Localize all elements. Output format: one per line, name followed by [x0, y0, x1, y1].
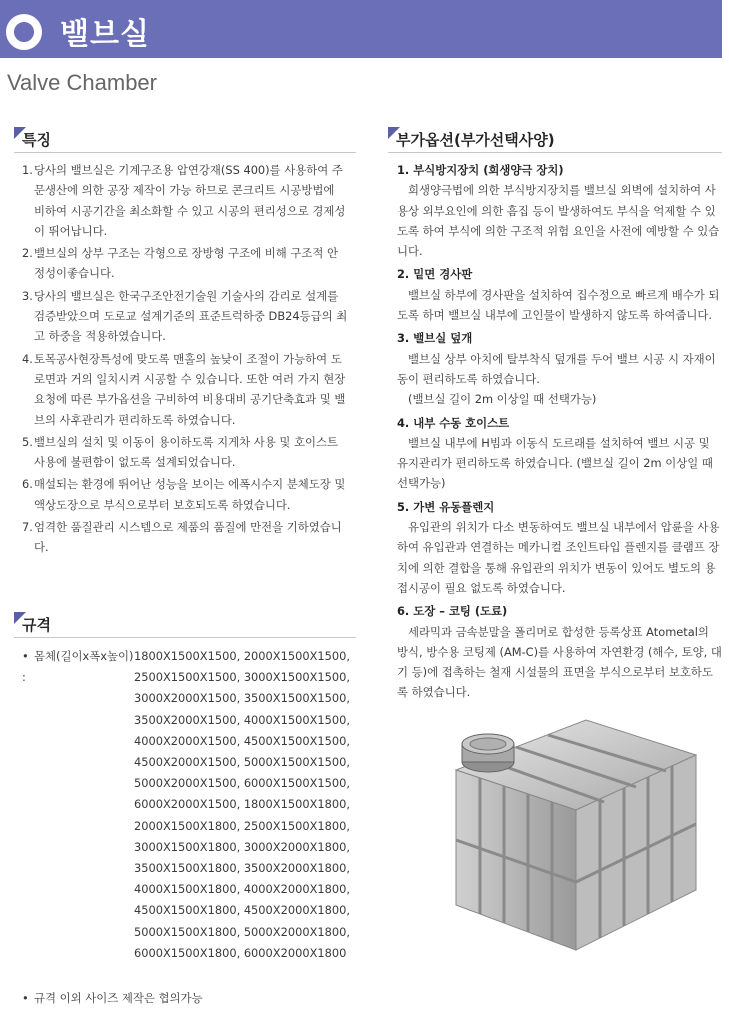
- features-heading: [14, 127, 356, 153]
- spec-row: 1800X1500X1500, 2000X1500X1500,: [134, 649, 351, 663]
- feature-number: 6.: [22, 477, 33, 492]
- feature-item: [22, 517, 348, 558]
- spec-row: 6000X1500X1800, 6000X2000X1800: [134, 945, 347, 960]
- option-title: 6. 도장 – 코팅 (도료): [397, 604, 508, 619]
- feature-item: [22, 286, 348, 347]
- options-heading: [388, 127, 722, 153]
- feature-text: 당사의 밸브실은 한국구조안전기술원 기술사의 감리로 설계를 검증받았으며 도로교 설계기준의 표준트럭하중 DB24등급의 최고 하중을 적용하였습니다.: [34, 288, 348, 344]
- feature-text: 매설되는 환경에 뛰어난 성능을 보이는 에폭시수지 분체도장 및 액상도장으로 부식으로부터 보호되도록 하였습니다.: [34, 477, 346, 512]
- feature-number: 5.: [22, 434, 33, 449]
- divider: [388, 152, 722, 153]
- page-title: 밸브실: [60, 17, 150, 52]
- option-note: (밸브실 길이 2m 이상일 때 선택가능): [408, 392, 597, 407]
- spec-row: 3500X1500X1800, 3500X2000X1800,: [134, 861, 351, 876]
- feature-item: [22, 349, 348, 430]
- spec-row: 4500X1500X1800, 4500X2000X1800,: [134, 903, 351, 918]
- spec-row: 2500X1500X1500, 3000X1500X1500,: [134, 670, 351, 685]
- option-body: 세라믹과 금속분말을 폴리머로 합성한 등록상표 Atometal의 방식, 방수용 코팅제 (AM-C)를 사용하여 자연환경 (해수, 토양, 대기 등)에 접촉하는 철재 시설물의 표면을 부식으로부터 보호하도록 하였습니다.: [397, 624, 722, 700]
- feature-number: 3.: [22, 288, 33, 303]
- options-list: [397, 160, 723, 706]
- page-subtitle: Valve Chamber: [7, 70, 157, 95]
- option-body: 희생양극법에 의한 부식방지장치를 밸브실 외벽에 설치하여 사용상 외부요인에 의한 흠집 등이 발생하여도 부식을 억제할 수 있도록 하여 부식에 의한 구조적 위험 요인을 사전에 예방할 수 있습니다.: [397, 183, 720, 259]
- option-item: [397, 328, 723, 409]
- title-banner: [0, 0, 722, 58]
- option-body: 유입관의 위치가 다소 변동하여도 밸브실 내부에서 압륜을 사용 하여 유입관과 연결하는 메카니컬 조인트타입 플렌지를 클램프 장치에 의한 결합을 통해 유입관의 위치가 변동이 있어도 별도의 용접시공이 필요 없도록 하였습니다.: [397, 520, 720, 595]
- option-title: 2. 밑면 경사판: [397, 267, 473, 282]
- spec-row: 3500X2000X1500, 4000X1500X1500,: [134, 712, 351, 727]
- option-item: [397, 497, 723, 598]
- feature-number: 4.: [22, 351, 33, 366]
- feature-text: 밸브실의 설치 및 이동이 용이하도록 지게차 사용 및 호이스트 사용에 불편함이 없도록 설계되었습니다.: [34, 434, 339, 470]
- feature-number: 7.: [22, 520, 33, 535]
- option-item: [397, 601, 723, 702]
- specs-note-text: 규격 이외 사이즈 제작은 협의가능: [34, 991, 203, 1005]
- features-heading-label: 특징: [22, 131, 51, 149]
- option-body: 밸브실 내부에 H빔과 이동식 도르래를 설치하여 밸브 시공 및 유지관리가 편리하도록 하였습니다. (밸브실 길이 2m 이상일 때 선택가능): [397, 435, 713, 491]
- feature-item: [22, 160, 348, 241]
- option-body: 밸브실 상부 아치에 탈부착식 덮개를 두어 밸브 시공 시 자재이동이 편리하도록 하였습니다.: [397, 351, 716, 386]
- option-title: 5. 가변 유동플렌지: [397, 499, 495, 514]
- spec-row: 5000X2000X1500, 6000X1500X1500,: [134, 776, 351, 791]
- spec-row: 6000X2000X1500, 1800X1500X1800,: [134, 797, 351, 812]
- option-item: [397, 264, 723, 325]
- features-list: [22, 160, 348, 560]
- spec-row: 5000X1500X1800, 5000X2000X1800,: [134, 924, 351, 939]
- spec-row: 2000X1500X1800, 2500X1500X1800,: [134, 818, 351, 833]
- option-title: 1. 부식방지장치 (희생양극 장치): [397, 163, 564, 177]
- spec-row: 3000X1500X1800, 3000X2000X1800,: [134, 839, 351, 854]
- feature-number: 2.: [22, 246, 33, 261]
- valve-chamber-image: [436, 700, 716, 960]
- option-title: 3. 밸브실 덮개: [397, 331, 473, 346]
- feature-item: [22, 243, 348, 284]
- feature-number: 1.: [22, 163, 33, 177]
- feature-item: [22, 432, 348, 473]
- specs-heading: [14, 612, 356, 638]
- option-title: 4. 내부 수동 호이스트: [397, 415, 510, 430]
- specs-heading-label: 규격: [22, 616, 51, 634]
- spec-row: 3000X2000X1500, 3500X1500X1500,: [134, 691, 351, 706]
- spec-row: 4000X1500X1800, 4000X2000X1800,: [134, 882, 351, 897]
- feature-item: [22, 474, 348, 515]
- spec-row: 4000X2000X1500, 4500X1500X1500,: [134, 733, 351, 748]
- option-item: [397, 160, 723, 261]
- specs-table: [22, 646, 362, 964]
- specs-note: • 규격 이외 사이즈 제작은 협의가능: [22, 991, 203, 1005]
- spec-row: 4500X2000X1500, 5000X1500X1500,: [134, 755, 351, 770]
- feature-text: 밸브실의 상부 구조는 각형으로 장방형 구조에 비해 구조적 안정성이좋습니다.: [34, 246, 339, 281]
- feature-text: 토목공사현장특성에 맞도록 맨홀의 높낮이 조절이 가능하여 도로면과 거의 일치시켜 시공할 수 있습니다. 또한 여러 가지 현장 요청에 따른 부가옵션을 구비하여 비용대비 공기단축효과 및 밸브의 사후관리가 편리하도록 하였습니다.: [34, 351, 346, 427]
- divider: [14, 152, 356, 153]
- feature-text: 엄격한 품질관리 시스템으로 제품의 품질에 만전을 기하였습니다.: [34, 520, 342, 555]
- specs-label: • 몸체(길이x폭x높이) :: [22, 649, 134, 685]
- divider: [14, 637, 356, 638]
- circle-icon: [6, 14, 42, 50]
- feature-text: 당사의 밸브실은 기계구조용 압연강재(SS 400)를 사용하여 주문생산에 의한 공장 제작이 가능 하므로 콘크리트 시공방법에 비하여 시공기간을 최소화할 수 있고 시공의 편리성으로 경제성이 뛰어납니다.: [34, 163, 346, 238]
- option-body: 밸브실 하부에 경사판을 설치하여 집수정으로 빠르게 배수가 되도록 하며 밸브실 내부에 고인물이 발생하지 않도록 하여줍니다.: [397, 287, 720, 323]
- option-item: [397, 413, 723, 494]
- options-heading-label: 부가옵션(부가선택사양): [396, 131, 555, 149]
- specs-values: [134, 646, 362, 964]
